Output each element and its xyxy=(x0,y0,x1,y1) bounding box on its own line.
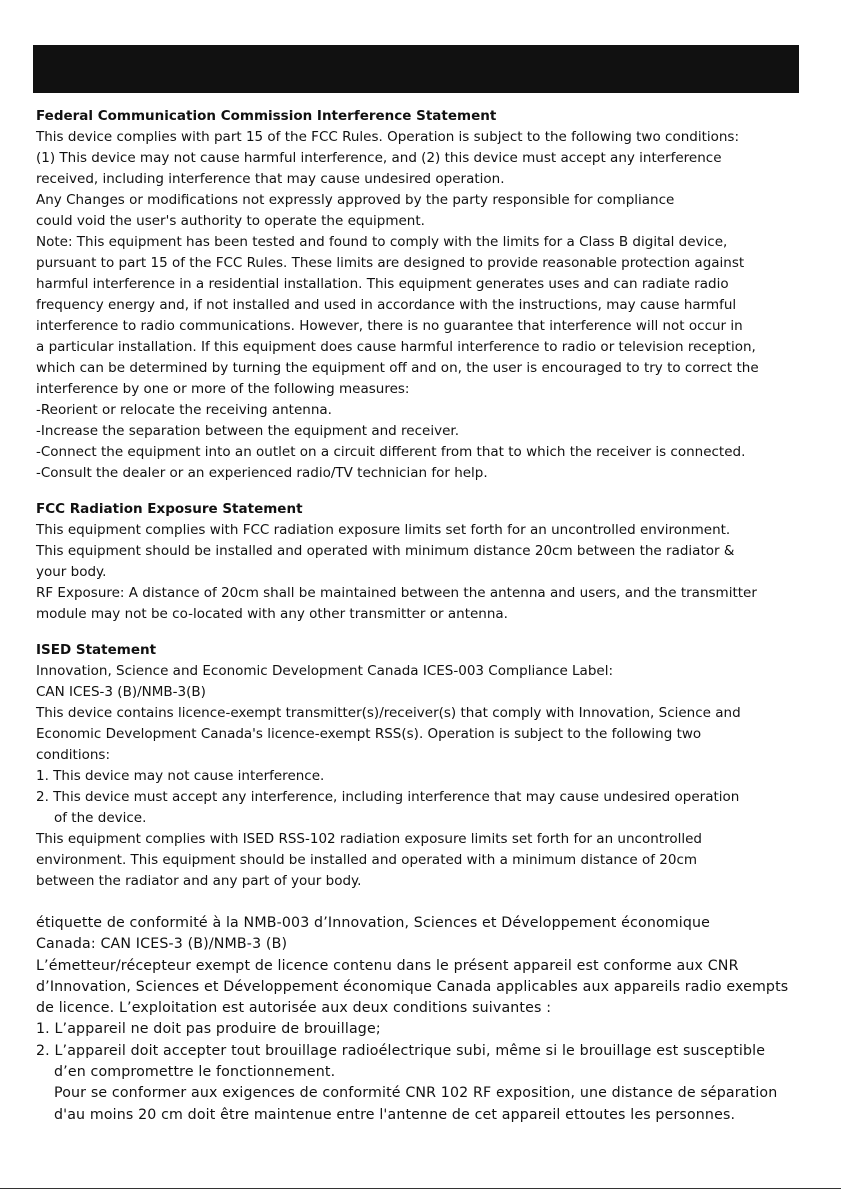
fcc-radiation-section xyxy=(36,499,826,625)
ised-section xyxy=(36,640,826,892)
list-item: -Increase the separation between the equipment and receiver. xyxy=(36,423,459,439)
paragraph-line: d'au moins 20 cm doit être maintenue entre l'antenne de cet appareil ettoutes les personnes. xyxy=(54,1106,736,1123)
paragraph-line: received, including interference that may cause undesired operation. xyxy=(36,171,505,187)
section-heading: ISED Statement xyxy=(36,642,157,658)
list-item-continuation: d’en compromettre le fonctionnement. xyxy=(54,1064,336,1081)
paragraph-line: module may not be co-located with any other transmitter or antenna. xyxy=(36,606,508,622)
paragraph-line: This device contains licence-exempt transmitter(s)/receiver(s) that comply with Innovation, Science and xyxy=(36,705,741,721)
paragraph-line: which can be determined by turning the equipment off and on, the user is encouraged to try to correct the xyxy=(36,360,759,376)
paragraph-line: conditions: xyxy=(36,747,110,763)
paragraph-line: Economic Development Canada's licence-exempt RSS(s). Operation is subject to the following two xyxy=(36,726,702,742)
list-item: -Connect the equipment into an outlet on a circuit different from that to which the receiver is connected. xyxy=(36,444,746,460)
list-item: 1. This device may not cause interference. xyxy=(36,768,325,784)
paragraph-line: between the radiator and any part of your body. xyxy=(36,873,362,889)
paragraph-line: This equipment complies with ISED RSS-102 radiation exposure limits set forth for an uncontrolled xyxy=(36,831,702,847)
list-item-continuation: of the device. xyxy=(54,810,147,826)
paragraph-line: This device complies with part 15 of the FCC Rules. Operation is subject to the following two conditions: xyxy=(36,129,740,145)
paragraph-line: Pour se conformer aux exigences de conformité CNR 102 RF exposition, une distance de séparation xyxy=(54,1085,778,1102)
bottom-rule xyxy=(0,1188,841,1189)
paragraph-line: This equipment should be installed and operated with minimum distance 20cm between the radiator & xyxy=(36,543,735,559)
list-item: 2. This device must accept any interference, including interference that may cause undesired operation xyxy=(36,789,740,805)
paragraph-line: a particular installation. If this equipment does cause harmful interference to radio or television reception, xyxy=(36,339,756,355)
paragraph-line: environment. This equipment should be installed and operated with a minimum distance of 20cm xyxy=(36,852,698,868)
paragraph-line: (1) This device may not cause harmful interference, and (2) this device must accept any interference xyxy=(36,150,722,166)
document-body xyxy=(36,106,826,1126)
paragraph-line: Any Changes or modifications not expressly approved by the party responsible for compliance xyxy=(36,192,675,208)
paragraph-line: d’Innovation, Sciences et Développement économique Canada applicables aux appareils radio exempts xyxy=(36,978,789,995)
paragraph-line: RF Exposure: A distance of 20cm shall be maintained between the antenna and users, and the transmitter xyxy=(36,585,757,601)
paragraph-line: interference by one or more of the following measures: xyxy=(36,381,410,397)
paragraph-line: interference to radio communications. However, there is no guarantee that interference will not occur in xyxy=(36,318,743,334)
header-bar xyxy=(33,45,799,93)
paragraph-line: Note: This equipment has been tested and found to comply with the limits for a Class B digital device, xyxy=(36,234,728,250)
paragraph-line: de licence. L’exploitation est autorisée aux deux conditions suivantes : xyxy=(36,1000,552,1017)
paragraph-line: pursuant to part 15 of the FCC Rules. These limits are designed to provide reasonable protection against xyxy=(36,255,745,271)
paragraph-line: étiquette de conformité à la NMB-003 d’Innovation, Sciences et Développement économique xyxy=(36,915,711,931)
paragraph-line: could void the user's authority to operate the equipment. xyxy=(36,213,425,229)
list-item: -Consult the dealer or an experienced radio/TV technician for help. xyxy=(36,465,488,481)
list-item: -Reorient or relocate the receiving antenna. xyxy=(36,402,332,418)
paragraph-line: L’émetteur/récepteur exempt de licence contenu dans le présent appareil est conforme aux CNR xyxy=(36,957,739,974)
section-heading: Federal Communication Commission Interference Statement xyxy=(36,108,497,124)
french-section xyxy=(36,913,826,1126)
section-heading: FCC Radiation Exposure Statement xyxy=(36,501,303,517)
list-item: 2. L’appareil doit accepter tout brouillage radioélectrique subi, même si le brouillage est susceptible xyxy=(36,1042,766,1059)
paragraph-line: your body. xyxy=(36,564,107,580)
paragraph-line: Canada: CAN ICES-3 (B)/NMB-3 (B) xyxy=(36,936,288,953)
paragraph-line: Innovation, Science and Economic Development Canada ICES-003 Compliance Label: xyxy=(36,663,614,679)
paragraph-line: This equipment complies with FCC radiation exposure limits set forth for an uncontrolled environment. xyxy=(36,522,731,538)
list-item: 1. L’appareil ne doit pas produire de brouillage; xyxy=(36,1021,381,1038)
compliance-label: CAN ICES-3 (B)/NMB-3(B) xyxy=(36,684,206,700)
paragraph-line: frequency energy and, if not installed and used in accordance with the instructions, may cause harmful xyxy=(36,297,737,313)
fcc-interference-section xyxy=(36,106,826,484)
paragraph-line: harmful interference in a residential installation. This equipment generates uses and can radiate radio xyxy=(36,276,729,292)
